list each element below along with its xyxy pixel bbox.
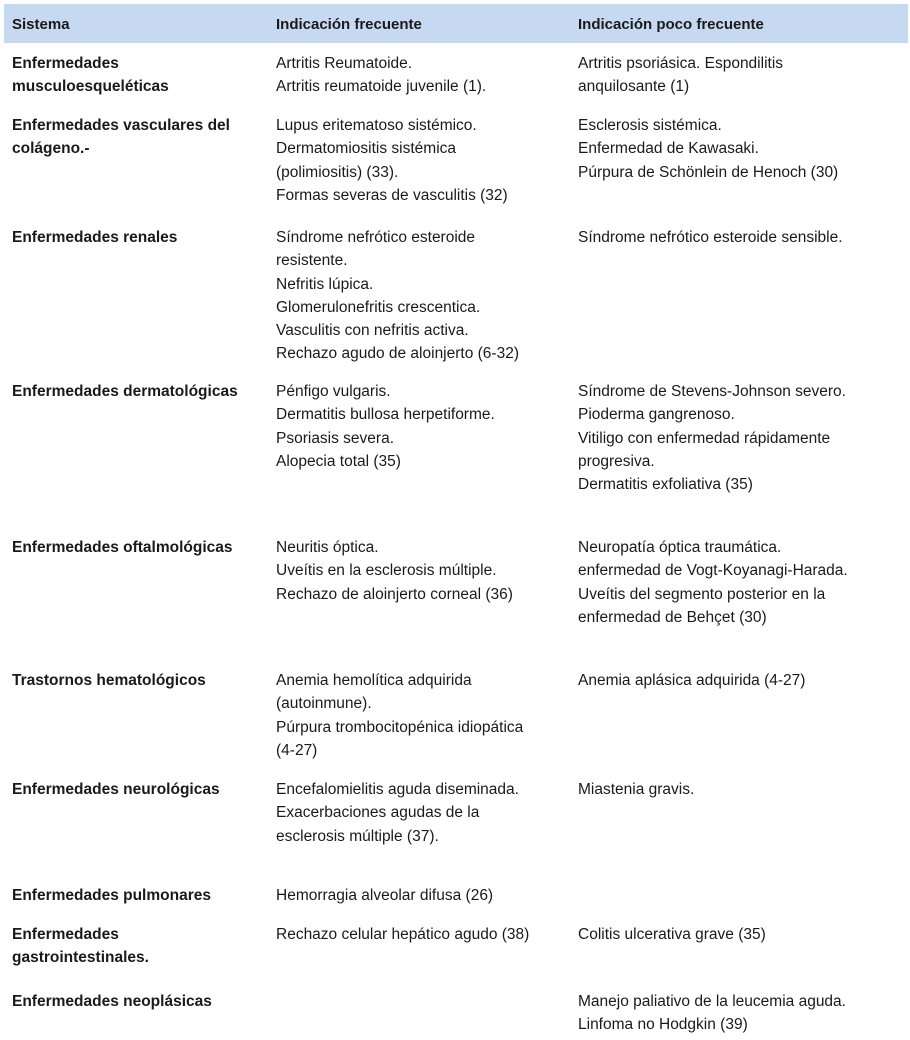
cell-line: Enfermedad de Kawasaki. (578, 140, 759, 158)
cell-poco-frecuente (578, 536, 903, 629)
cell-frecuente (276, 52, 571, 99)
cell-line: Nefritis lúpica. (276, 275, 374, 293)
cell-sistema (12, 380, 267, 403)
cell-poco-frecuente (578, 778, 903, 801)
header-frecuente: Indicación frecuente (276, 16, 422, 33)
cell-line: Formas severas de vasculitis (32) (276, 186, 508, 204)
cell-line: Linfoma no Hodgkin (39) (578, 1016, 748, 1034)
cell-poco-frecuente (578, 114, 903, 184)
cell-line: Enfermedades (12, 55, 119, 72)
cell-line: Encefalomielitis aguda diseminada. (276, 781, 519, 798)
cell-line: Síndrome de Stevens-Johnson severo. (578, 383, 846, 400)
cell-poco-frecuente (578, 52, 903, 99)
cell-line: Hemorragia alveolar difusa (26) (276, 887, 494, 904)
cell-line: Dermatitis exfoliativa (35) (578, 476, 753, 494)
cell-line: esclerosis múltiple (37). (276, 827, 439, 845)
cell-poco-frecuente (578, 669, 903, 692)
cell-line: Anemia hemolítica adquirida (276, 672, 472, 689)
cell-frecuente (276, 923, 571, 946)
cell-sistema (12, 923, 267, 970)
cell-line: Dermatomiositis sistémica (276, 140, 457, 158)
cell-line: Artritis psoriásica. Espondilitis (578, 55, 784, 72)
cell-line: Trastornos hematológicos (12, 672, 206, 689)
cell-line: Enfermedades renales (12, 229, 178, 246)
cell-sistema (12, 52, 267, 99)
cell-sistema (12, 990, 267, 1013)
cell-frecuente (276, 884, 571, 907)
cell-line: progresiva. (578, 452, 655, 470)
cell-line: (autoinmune). (276, 695, 372, 713)
cell-line: Miastenia gravis. (578, 781, 695, 798)
cell-line: musculoesqueléticas (12, 78, 169, 96)
cell-line: Vitiligo con enfermedad rápidamente (578, 429, 831, 447)
cell-line: Rechazo agudo de aloinjerto (6-32) (276, 345, 519, 363)
cell-poco-frecuente (578, 923, 903, 946)
cell-line: Glomerulonefritis crescentica. (276, 298, 481, 316)
cell-line: (4-27) (276, 741, 318, 759)
cell-line: Pioderma gangrenoso. (578, 406, 735, 424)
cell-line: colágeno.- (12, 140, 90, 158)
cell-line: Artritis reumatoide juvenile (1). (276, 78, 487, 96)
cell-line: enfermedad de Behçet (30) (578, 608, 767, 626)
cell-line: Lupus eritematoso sistémico. (276, 117, 477, 134)
cell-line: Púrpura de Schönlein de Henoch (30) (578, 163, 839, 181)
cell-line: Neuropatía óptica traumática. (578, 539, 782, 556)
cell-line: Exacerbaciones agudas de la (276, 804, 480, 822)
cell-line: Anemia aplásica adquirida (4-27) (578, 672, 806, 689)
cell-sistema (12, 114, 267, 161)
cell-line: Esclerosis sistémica. (578, 117, 722, 134)
header-sistema: Sistema (12, 16, 70, 33)
cell-frecuente (276, 536, 571, 606)
cell-frecuente (276, 778, 571, 848)
cell-poco-frecuente (578, 380, 903, 496)
cell-frecuente (276, 669, 571, 762)
cell-line: Rechazo celular hepático agudo (38) (276, 926, 530, 943)
cell-sistema (12, 884, 267, 907)
cell-line: Colitis ulcerativa grave (35) (578, 926, 766, 943)
cell-line: Púrpura trombocitopénica idiopática (276, 718, 524, 736)
cell-line: Enfermedades pulmonares (12, 887, 211, 904)
cell-line: Neuritis óptica. (276, 539, 379, 556)
cell-line: Enfermedades dermatológicas (12, 383, 238, 400)
cell-line: gastrointestinales. (12, 949, 149, 967)
cell-line: Pénfigo vulgaris. (276, 383, 391, 400)
cell-sistema (12, 226, 267, 249)
cell-line: Rechazo de aloinjerto corneal (36) (276, 585, 513, 603)
cell-line: (polimiositis) (33). (276, 163, 399, 181)
cell-line: Enfermedades (12, 926, 119, 943)
cell-sistema (12, 778, 267, 801)
cell-line: Dermatitis bullosa herpetiforme. (276, 406, 495, 424)
cell-line: resistente. (276, 252, 348, 270)
cell-line: Enfermedades neurológicas (12, 781, 220, 798)
cell-line: Artritis Reumatoide. (276, 55, 413, 72)
header-poco-frecuente: Indicación poco frecuente (578, 16, 764, 33)
cell-line: Síndrome nefrótico esteroide sensible. (578, 229, 843, 246)
cell-sistema (12, 536, 267, 559)
cell-line: Enfermedades oftalmológicas (12, 539, 233, 556)
cell-poco-frecuente (578, 990, 903, 1037)
cell-poco-frecuente (578, 226, 903, 249)
cell-line: Psoriasis severa. (276, 429, 395, 447)
cell-frecuente (276, 380, 571, 473)
cell-line: Enfermedades neoplásicas (12, 993, 212, 1010)
cell-line: Enfermedades vasculares del (12, 117, 230, 134)
cell-sistema (12, 669, 267, 692)
cell-line: Síndrome nefrótico esteroide (276, 229, 476, 246)
cell-frecuente (276, 226, 571, 366)
cell-line: Uveítis en la esclerosis múltiple. (276, 562, 497, 580)
cell-line: enfermedad de Vogt-Koyanagi-Harada. (578, 562, 848, 580)
cell-line: anquilosante (1) (578, 78, 690, 96)
cell-frecuente (276, 114, 571, 207)
cell-line: Manejo paliativo de la leucemia aguda. (578, 993, 846, 1010)
cell-line: Uveítis del segmento posterior en la (578, 585, 826, 603)
cell-line: Vasculitis con nefritis activa. (276, 322, 469, 340)
table-header (4, 4, 908, 43)
cell-line: Alopecia total (35) (276, 452, 401, 470)
